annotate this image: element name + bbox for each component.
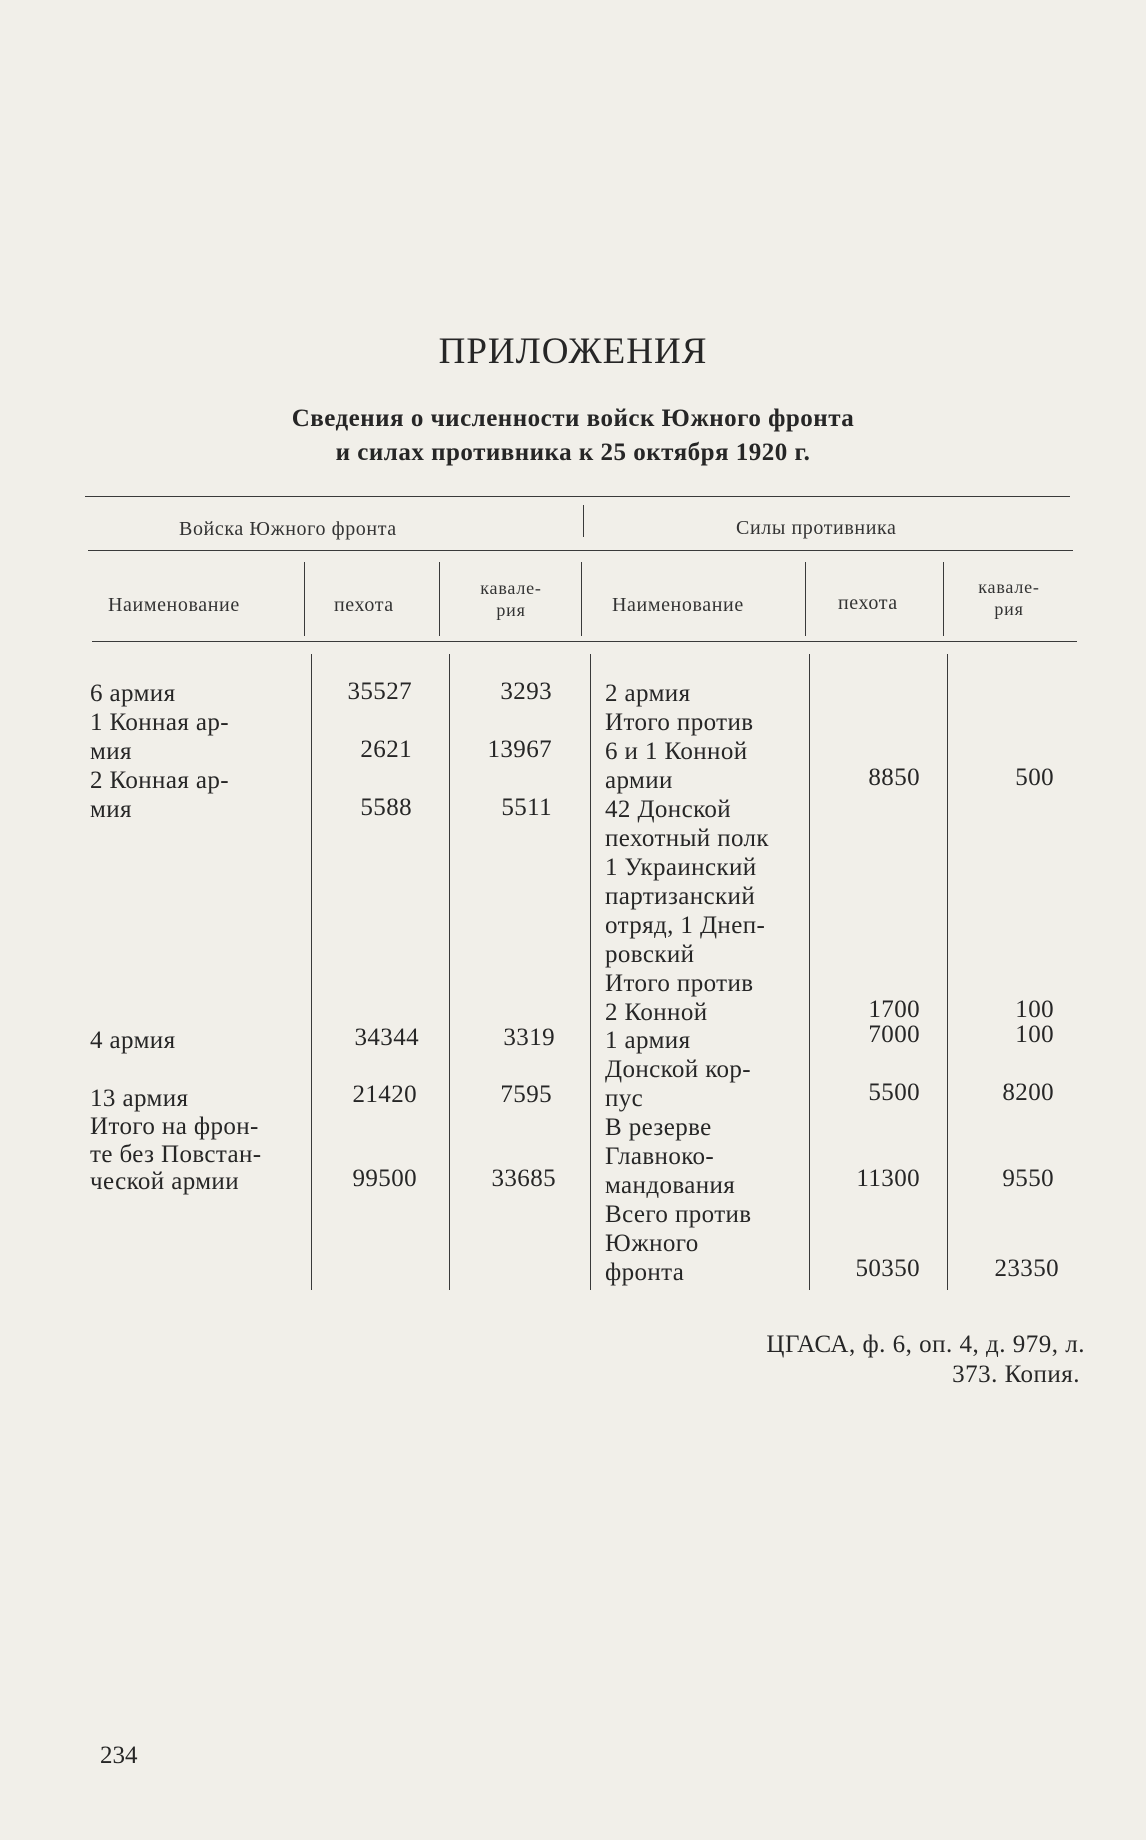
col-separator	[439, 562, 440, 636]
left-row-name: 4 армия	[90, 1027, 176, 1054]
right-row-name: 42 Донской	[605, 796, 732, 823]
right-row-name: 2 армия	[605, 680, 691, 707]
right-row-name-cont: 2 Конной	[605, 999, 708, 1026]
right-row-name-cont: пус	[605, 1085, 644, 1112]
col-header-infantry-right: пехота	[838, 592, 898, 614]
right-row-name-cont: Итого против	[605, 709, 754, 736]
left-row-cavalry: 7595	[500, 1081, 552, 1108]
right-row-name-cont: фронта	[605, 1259, 685, 1286]
col-header-cavalry-right: кавале- рия	[978, 577, 1040, 619]
source-citation-line-1: ЦГАСА, ф. 6, оп. 4, д. 979, л.	[766, 1331, 1085, 1358]
table-group-rule	[88, 550, 1073, 551]
right-row-cavalry: 100	[1015, 1021, 1054, 1048]
group-separator	[583, 505, 584, 537]
left-row-name: Итого на фрон-	[90, 1113, 259, 1140]
left-row-name-cont: ческой армии	[90, 1168, 239, 1195]
left-row-cavalry: 13967	[487, 736, 552, 763]
right-row-name-cont: отряд, 1 Днеп-	[605, 912, 766, 939]
right-row-name: Всего против	[605, 1201, 752, 1228]
table-header-rule	[92, 641, 1077, 642]
col-separator	[581, 562, 582, 636]
body-col-separator	[947, 654, 948, 1290]
left-row-infantry: 5588	[360, 794, 412, 821]
body-col-separator	[449, 654, 450, 1290]
left-row-infantry: 21420	[352, 1081, 417, 1108]
right-row-infantry: 8850	[868, 764, 920, 791]
left-row-cavalry: 33685	[491, 1165, 556, 1192]
col-header-cavalry-left: кавале- рия	[480, 578, 542, 620]
body-col-separator	[809, 654, 810, 1290]
right-row-name-cont: 6 и 1 Конной	[605, 738, 748, 765]
right-row-name: В резерве	[605, 1114, 712, 1141]
body-col-separator	[590, 654, 591, 1290]
right-row-infantry: 5500	[868, 1079, 920, 1106]
col-separator	[943, 562, 944, 636]
group-header-right: Силы противника	[736, 517, 897, 539]
left-row-infantry: 34344	[354, 1024, 419, 1051]
col-header-name-left: Наименование	[108, 594, 240, 616]
left-row-name: 6 армия	[90, 680, 176, 707]
right-row-name-cont: Южного	[605, 1230, 699, 1257]
col-separator	[805, 562, 806, 636]
right-row-name-cont: пехотный полк	[605, 825, 769, 852]
left-row-name-cont: те без Повстан-	[90, 1141, 262, 1168]
left-row-infantry: 99500	[352, 1165, 417, 1192]
right-row-cavalry: 100	[1015, 996, 1054, 1023]
col-separator	[304, 562, 305, 636]
right-row-name: Донской кор-	[605, 1056, 752, 1083]
right-row-name-cont: ровский	[605, 941, 695, 968]
left-row-infantry: 2621	[360, 736, 412, 763]
right-row-name-cont: армии	[605, 767, 673, 794]
right-row-name-cont: Главноко-	[605, 1143, 715, 1170]
right-row-name: 1 армия	[605, 1027, 691, 1054]
left-row-infantry: 35527	[347, 678, 412, 705]
subtitle-line-1: Сведения о численности войск Южного фронта	[291, 405, 855, 432]
right-row-cavalry: 500	[1015, 764, 1054, 791]
right-row-name-cont: партизанский	[605, 883, 756, 910]
right-row-infantry: 11300	[856, 1165, 920, 1192]
left-row-cavalry: 3319	[503, 1024, 555, 1051]
right-row-name-cont: Итого против	[605, 970, 754, 997]
col-header-name-right: Наименование	[612, 594, 744, 616]
right-row-infantry: 7000	[868, 1021, 920, 1048]
left-row-name: 2 Конная ар-	[90, 767, 230, 794]
left-row-name: 13 армия	[90, 1085, 189, 1112]
page-heading: ПРИЛОЖЕНИЯ	[438, 331, 708, 372]
left-row-name-cont: мия	[90, 796, 132, 823]
source-citation-line-2: 373. Копия.	[952, 1361, 1080, 1388]
page-number: 234	[100, 1742, 138, 1769]
right-row-name-cont: мандования	[605, 1172, 736, 1199]
body-col-separator	[311, 654, 312, 1290]
left-row-cavalry: 5511	[501, 794, 552, 821]
subtitle-line-2: и силах противника к 25 октября 1920 г.	[335, 439, 811, 466]
col-header-infantry-left: пехота	[334, 594, 394, 616]
group-header-left: Войска Южного фронта	[179, 518, 397, 540]
right-row-cavalry: 23350	[994, 1255, 1059, 1282]
right-row-name-cont: 1 Украинский	[605, 854, 757, 881]
right-row-infantry: 50350	[855, 1255, 920, 1282]
table-top-rule	[85, 496, 1070, 497]
left-row-cavalry: 3293	[500, 678, 552, 705]
right-row-cavalry: 8200	[1002, 1079, 1054, 1106]
right-row-cavalry: 9550	[1002, 1165, 1054, 1192]
left-row-name-cont: мия	[90, 738, 132, 765]
left-row-name: 1 Конная ар-	[90, 709, 230, 736]
right-row-infantry: 1700	[868, 996, 920, 1023]
